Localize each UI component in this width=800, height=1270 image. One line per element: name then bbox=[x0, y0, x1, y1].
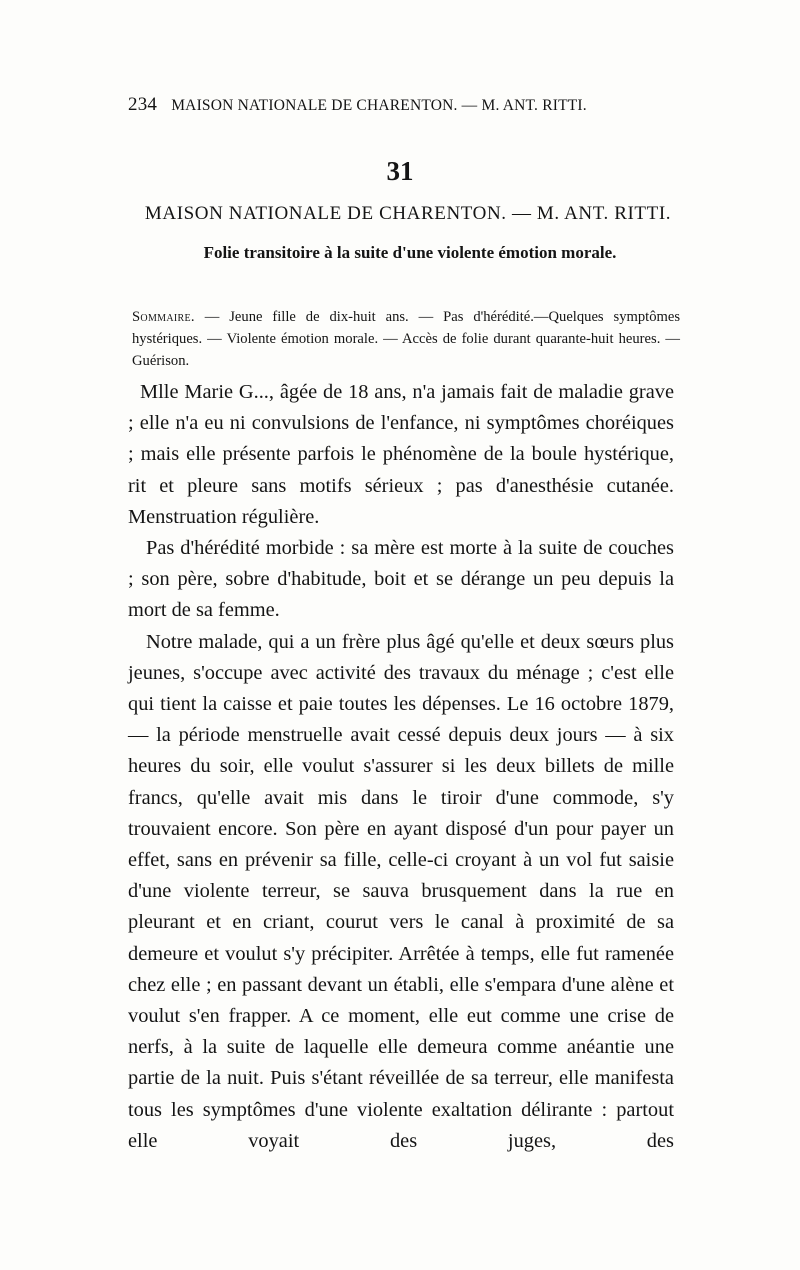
summary-text: — Jeune fille de dix-huit ans. — Pas d'hérédité.—Quelques symptômes hystériques. — Violente émotion morale. — Accès de folie durant quarante-huit heures. — Guérison. bbox=[132, 309, 680, 369]
running-title: MAISON NATIONALE DE CHARENTON. — M. ANT. RITTI. bbox=[171, 97, 587, 114]
institution-heading: MAISON NATIONALE DE CHARENTON. — M. ANT. RITTI. bbox=[144, 203, 672, 224]
paragraph: Notre malade, qui a un frère plus âgé qu'elle et deux sœurs plus jeunes, s'occupe avec activité des travaux du ménage ; c'est elle qui tient la caisse et paie toutes les dépenses. Le 16 octobre 1879, — la période menstruelle avait cessé depuis deux jours — à six heures du soir, elle voulut s'assurer si les deux billets de mille francs, qu'elle avait mis dans le tiroir d'une commode, s'y trouvaient encore. Son père en ayant disposé d'un pour payer un effet, sans en prévenir sa fille, celle-ci croyant à un vol fut saisie d'une violente terreur, se sauva brusquement dans la rue en pleurant et en criant, courut vers le canal à proximité de sa demeure et voulut s'y précipiter. Arrêtée à temps, elle fut ramenée chez elle ; en passant devant un établi, elle s'empara d'une alène et voulut s'en frapper. A ce moment, elle eut comme une crise de nerfs, à la suite de laquelle elle demeura comme anéantie une partie de la nuit. Puis s'étant réveillée de sa terreur, elle manifesta tous les symptômes d'une violente exaltation délirante : partout elle voyait des juges, des bbox=[128, 630, 674, 1152]
running-header bbox=[128, 94, 688, 116]
summary-label: Sommaire. bbox=[132, 309, 195, 325]
body-text bbox=[128, 377, 674, 1157]
paragraph: Mlle Marie G..., âgée de 18 ans, n'a jamais fait de maladie grave ; elle n'a eu ni convulsions de l'enfance, ni symptômes choréiques ; mais elle présente parfois le phénomène de la boule hystérique, rit et pleure sans motifs sérieux ; pas d'anesthésie cutanée. Menstruation régulière. bbox=[128, 381, 674, 528]
case-number: 31 bbox=[386, 156, 414, 186]
page-number: 234 bbox=[128, 94, 158, 115]
case-summary bbox=[132, 306, 680, 372]
case-title: Folie transitoire à la suite d'une violente émotion morale. bbox=[203, 243, 617, 262]
paragraph: Pas d'hérédité morbide : sa mère est morte à la suite de couches ; son père, sobre d'habitude, boit et se dérange un peu depuis la mort de sa femme. bbox=[128, 537, 674, 622]
